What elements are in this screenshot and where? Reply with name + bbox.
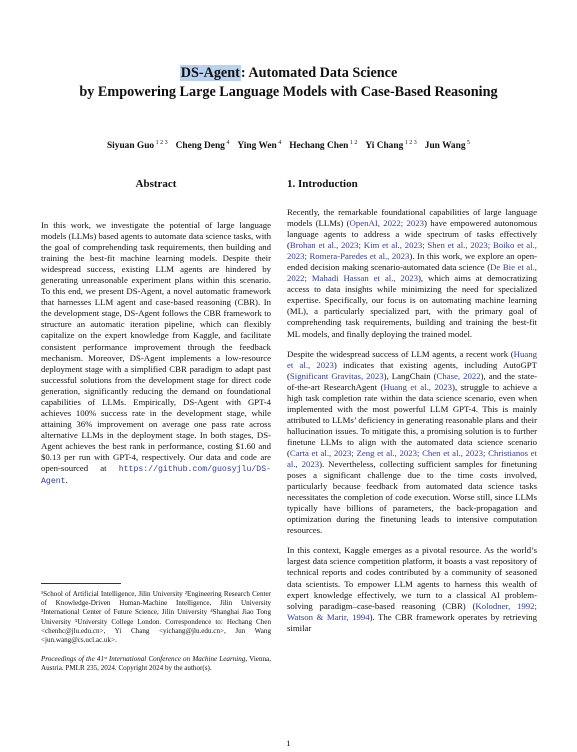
paragraph-text: ) indicates that existing agents, including AutoGPT (: [287, 359, 537, 381]
title-line2: by Empowering Large Language Models with Case-Based Reasoning: [79, 84, 498, 100]
author-name: Jun Wang $^5$: [424, 140, 471, 152]
left-column: [41, 178, 271, 487]
author-name: Siyuan Guo $^{1 2 3}$: [106, 140, 168, 152]
paragraph-text: ), which aims at democratizing access to data insights while minimizing the need for specialized expertise. Specifically, our focus is on automating machine learning (ML), a particularly specialized part, with the primary goal of comprehending task requirements, building and training the best-fit ML models, and finally deploying the trained model.: [287, 273, 537, 339]
title-line1-rest: : Automated Data Science: [240, 65, 398, 81]
code-link[interactable]: https://github.com/guosyjlu/DS-Agent: [41, 465, 272, 487]
affiliations-footnote: ¹School of Artificial Intelligence, Jilin University ²Engineering Research Center of Knowledge-Driven Human-Machine Intelligence, Jilin University ³International Center of Future Science, Jilin University ⁴Shanghai Jiao Tong University ⁵University College London. Correspondence to: Hechang Chen <chenhc@jlu.edu.cn>, Yi Chang <yichang@jlu.edu.cn>, Jun Wang <jun.wang@cs.ucl.ac.uk>.: [41, 590, 271, 645]
citation-link[interactable]: OpenAI, 2022; 2023: [349, 218, 424, 229]
intro-paragraph: [287, 545, 537, 633]
proceedings-italic: Proceedings of the 41ˢᵗ International Conference on Machine Learning: [41, 655, 246, 664]
abstract-heading: Abstract: [135, 178, 177, 190]
page-number: 1: [286, 738, 291, 748]
author-list: [0, 140, 577, 151]
citation-link[interactable]: De Bie et al., 2022; Mahadi Hassan et al., 2023: [287, 262, 537, 284]
intro-paragraph: [287, 207, 537, 340]
citation-link[interactable]: Kolodner, 1992; Watson & Marir, 1994: [287, 600, 537, 622]
paragraph-text: ). Nevertheless, collecting sufficient samples for finetuning poses a significant challenge due to the time costs involved, particularly because feedback from automated data science tasks necessitates the completion of code execution. Worse still, since LLMs typically have billions of parameters, the back-propagation and optimization during the finetuning leads to intensive computation resources.: [287, 459, 537, 536]
right-column: [287, 178, 537, 643]
author-name: Yi Chang $^{1 2 3}$: [365, 140, 417, 152]
citation-link[interactable]: Carta et al., 2023; Zeng et al., 2023; Chen et al., 2023; Christianos et al., 2023: [287, 447, 537, 470]
intro-paragraph: [287, 349, 537, 537]
citation-link[interactable]: Huang et al., 2023: [287, 348, 537, 370]
paragraph-text: ), LangChain (: [383, 370, 437, 381]
citation-link[interactable]: Brohan et al., 2023; Kim et al., 2023; Shen et al., 2023; Boiko et al., 2023; Romera-Paredes et al., 2023: [287, 240, 537, 262]
author-affiliation-marks: 4: [224, 140, 230, 146]
abstract-text: In this work, we investigate the potential of large language models (LLMs) based agents to automate data science tasks, with the goal of comprehending task requirements, then building and training the best-fit machine learning models. Despite their widespread success, existing LLM agents are hindered by generating unreasonable experiment plans within this scenario. To this end, we present DS-Agent, a novel automatic framework that harnesses LLM agent and case-based reasoning (CBR). In the development stage, DS-Agent follows the CBR framework to structure an automatic iteration pipeline, which can flexibly capitalize on the expert knowledge from Kaggle, and facilitate consistent performance improvement through the feedback mechanism. Moreover, DS-Agent implements a low-resource deployment stage with a simplified CBR paradigm to adapt past successful solutions from the development stage for direct code generation, significantly reducing the demand on foundational capabilities of LLMs. Empirically, DS-Agent with GPT-4 achieves 100% success rate in the development stage, while attaining 36% improvement on average one pass rate across alternative LLMs in the deployment stage. In both stages, DS-Agent achieves the best rank in performance, costing $1.60 and $0.13 per run with GPT-4, respectively. Our data and code are open-sourced at: [41, 220, 271, 474]
paragraph-text: ) have empowered autonomous language agents to address a wide spectrum of tasks effectively (: [287, 218, 537, 251]
paragraph-text: ). The CBR framework operates by retrieving similar: [287, 611, 537, 633]
author-name: Ying Wen $^4$: [237, 140, 282, 152]
citation-link[interactable]: Significant Gravitas, 2023: [289, 370, 384, 381]
title-highlighted-name[interactable]: DS-Agent: [180, 65, 240, 81]
citation-link[interactable]: Huang et al., 2023: [383, 381, 453, 392]
paragraph-text: Despite the widespread success of LLM agents, a recent work (: [287, 348, 514, 359]
footnotes: [41, 583, 271, 674]
proceedings-plain: , Vienna, Austria. PMLR 235, 2024. Copyright 2024 by the author(s).: [41, 655, 271, 673]
author-affiliation-marks: 4: [276, 140, 282, 146]
proceedings-note: [41, 655, 271, 673]
intro-body: [287, 207, 537, 634]
paragraph-text: ). In this work, we explore an open-ended decision making scenario-automated data science (: [287, 251, 538, 273]
abstract-body: [41, 220, 271, 487]
paragraph-text: ), and the state-of-the-art ResearchAgent (: [287, 370, 537, 392]
author-affiliation-marks: 5: [465, 140, 471, 146]
paragraph-text: ), struggle to achieve a high task completion rate within the data science scenario, even when implemented with the most powerful LLM GPT-4. This is mainly attributed to LLMs’ deficiency in generating reasonable plans and their hallucination issues. To mitigate this, a promising solution is to further finetune LLMs to align with the automated data science scenario (: [287, 381, 537, 458]
author-name: Hechang Chen $^{1 2}$: [289, 140, 358, 152]
author-name: Cheng Deng $^4$: [175, 140, 230, 152]
author-affiliation-marks: 1 2: [348, 140, 358, 146]
author-affiliation-marks: 1 2 3: [403, 140, 417, 146]
author-affiliation-marks: 1 2 3: [154, 140, 168, 146]
citation-link[interactable]: Chase, 2022: [436, 370, 481, 381]
footnote-rule: [41, 583, 121, 584]
intro-heading: 1. Introduction: [287, 178, 358, 190]
paragraph-text: Recently, the remarkable foundational capabilities of large language models (LLMs) (: [287, 207, 537, 229]
paper-title: [0, 64, 577, 102]
abstract-end: .: [65, 475, 68, 486]
paragraph-text: In this context, Kaggle emerges as a pivotal resource. As the world’s largest data science competition platform, it boasts a vast repository of technical reports and codes contributed by a community of seasoned data scientists. To empower LLM agents to harness this wealth of expert knowledge effectively, we turn to a classical AI problem-solving paradigm–case-based reasoning (CBR) (: [287, 545, 537, 611]
